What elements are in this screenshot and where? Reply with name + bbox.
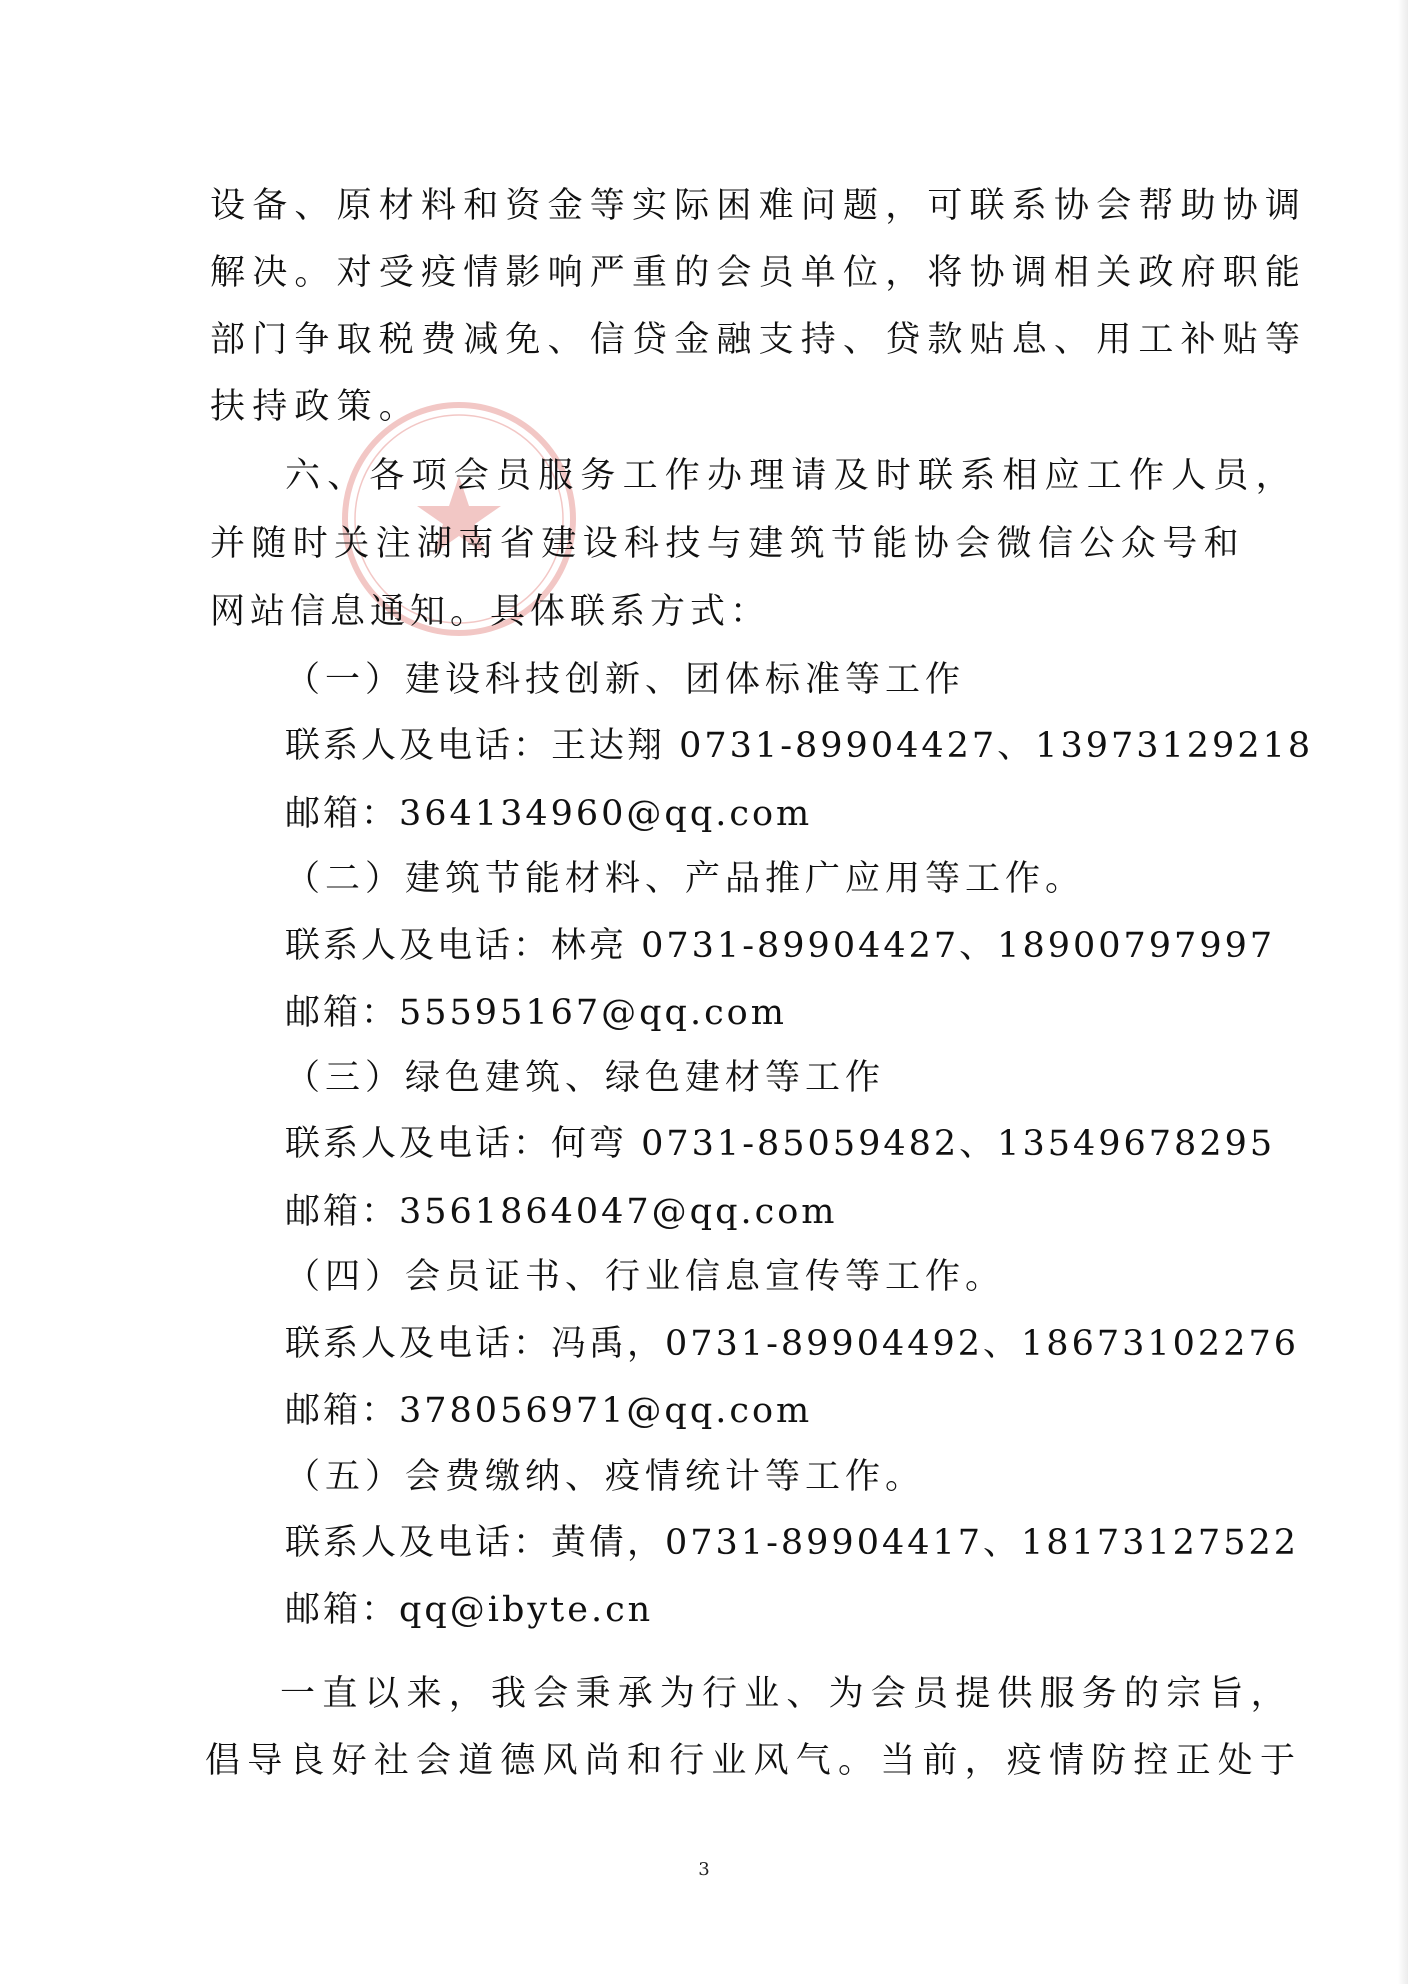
email-line: 邮箱：55595167@qq.com: [285, 993, 787, 1033]
paragraph-line: 设备、原材料和资金等实际困难问题，可联系协会帮助协调: [210, 186, 1308, 226]
page-number: 3: [698, 1859, 710, 1880]
paragraph-line: 网站信息通知。具体联系方式：: [210, 592, 771, 632]
section-heading: （二）建筑节能材料、产品推广应用等工作。: [285, 859, 1086, 899]
email-line: 邮箱：3561864047@qq.com: [285, 1192, 838, 1232]
section-heading: （四）会员证书、行业信息宣传等工作。: [285, 1257, 1006, 1297]
paragraph-line: 扶持政策。: [210, 387, 422, 427]
paragraph-line: 一直以来，我会秉承为行业、为会员提供服务的宗旨，: [280, 1674, 1293, 1714]
contact-line: 联系人及电话：林亮 0731-89904427、18900797997: [285, 926, 1276, 966]
contact-line: 联系人及电话：何弯 0731-85059482、13549678295: [285, 1124, 1276, 1164]
email-line: 邮箱：378056971@qq.com: [285, 1391, 813, 1431]
paragraph-line: 解决。对受疫情影响严重的会员单位，将协调相关政府职能: [210, 253, 1308, 293]
contact-line: 联系人及电话：冯禹，0731-89904492、18673102276: [285, 1324, 1299, 1364]
paragraph-line: 六、各项会员服务工作办理请及时联系相应工作人员，: [285, 456, 1298, 496]
scan-edge-shadow: [1398, 0, 1408, 1984]
email-line: 邮箱：364134960@qq.com: [285, 794, 813, 834]
section-heading: （三）绿色建筑、绿色建材等工作: [285, 1058, 886, 1098]
paragraph-line: 倡导良好社会道德风尚和行业风气。当前，疫情防控正处于: [205, 1741, 1303, 1781]
section-heading: （一）建设科技创新、团体标准等工作: [285, 660, 966, 700]
section-heading: （五）会费缴纳、疫情统计等工作。: [285, 1457, 926, 1497]
contact-line: 联系人及电话：黄倩，0731-89904417、18173127522: [285, 1523, 1299, 1563]
paragraph-line: 并随时关注湖南省建设科技与建筑节能协会微信公众号和: [210, 524, 1246, 564]
contact-line: 联系人及电话：王达翔 0731-89904427、13973129218: [285, 726, 1314, 766]
email-line: 邮箱：qq@ibyte.cn: [285, 1590, 654, 1630]
paragraph-line: 部门争取税费减免、信贷金融支持、贷款贴息、用工补贴等: [210, 320, 1308, 360]
